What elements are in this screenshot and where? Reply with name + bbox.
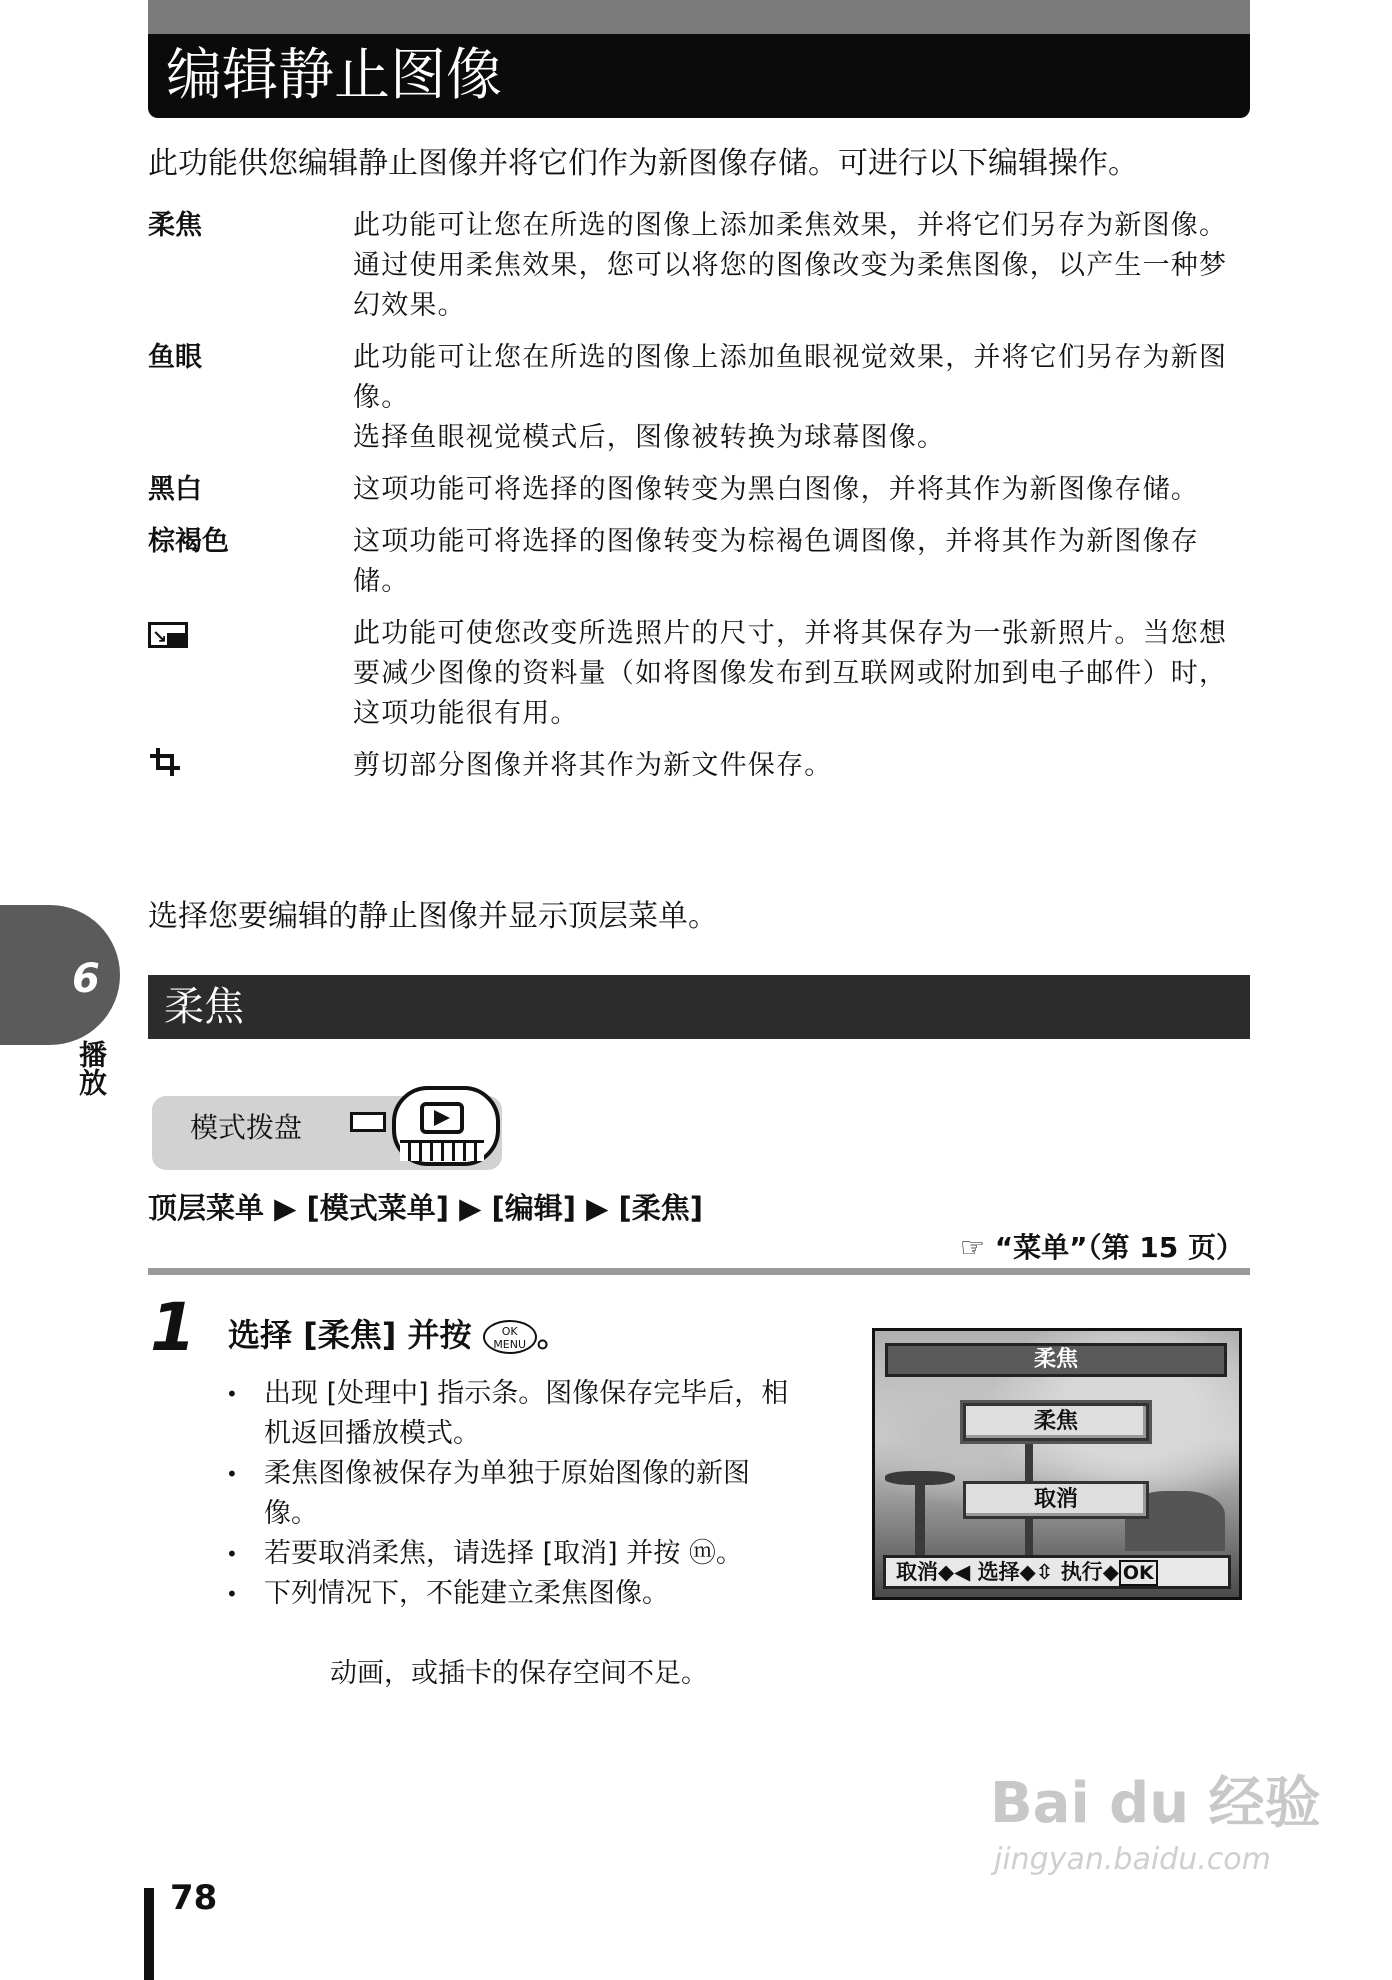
screen-footer: 取消◆◀ 选择◆⇳ 执行◆ OK — [883, 1555, 1231, 1589]
definition-text: 这项功能可将选择的图像转变为黑白图像，并将其作为新图像存储。 — [353, 474, 1199, 505]
definition-item — [148, 522, 1250, 602]
title-top-stripe — [148, 0, 1250, 34]
menu-path: 顶层菜单 ▶ [模式菜单] ▶ [编辑] ▶ [柔焦] — [148, 1191, 704, 1225]
mode-indicator-icon — [350, 1112, 386, 1132]
chapter-label: 播放 — [75, 1040, 108, 1096]
definition-item — [148, 338, 1250, 458]
note-detail: 动画，或插卡的保存空间不足。 — [330, 1658, 708, 1689]
reference-text: “菜单”（第 15 页） — [994, 1231, 1244, 1264]
note-item: • 出现 [处理中] 指示条。图像保存完毕后，相机返回播放模式。 — [224, 1374, 794, 1454]
instruction-text: 选择您要编辑的静止图像并显示顶层菜单。 — [148, 899, 718, 934]
definition-term: 鱼眼 — [148, 342, 202, 373]
note-item: • 柔焦图像被保存为单独于原始图像的新图像。 — [224, 1454, 794, 1534]
note-item: • 若要取消柔焦，请选择 [取消] 并按 ⓜ。 — [224, 1534, 794, 1574]
watermark-logo: Bai du 经验 — [990, 1771, 1321, 1836]
definition-item — [148, 614, 1250, 734]
chapter-tab — [0, 905, 120, 1045]
ok-menu-button-icon: OK MENU — [483, 1320, 537, 1354]
intro-paragraph: 此功能供您编辑静止图像并将它们作为新图像存储。可进行以下编辑操作。 — [148, 146, 1138, 181]
step-number: 1 — [150, 1289, 196, 1366]
definition-term: 柔焦 — [148, 210, 202, 241]
definition-item — [148, 746, 1250, 788]
definition-item — [148, 206, 1250, 326]
screen-option-soft-focus[interactable]: 柔焦 — [963, 1403, 1149, 1441]
definition-item — [148, 470, 1250, 510]
resize-icon — [148, 622, 188, 648]
page-edge-bar — [144, 1888, 154, 1980]
step-instruction: 选择 [柔焦] 并按 OK MENU 。 — [228, 1316, 569, 1354]
screen-title: 柔焦 — [885, 1343, 1227, 1377]
definition-text: 此功能可让您在所选的图像上添加柔焦效果，并将它们另存为新图像。 — [353, 210, 1228, 241]
definition-text: 此功能可使您改变所选照片的尺寸，并将其保存为一张新照片。当您想要减少图像的资料量（如将图像发布到互联网或附加到电子邮件）时，这项功能很有用。 — [353, 618, 1228, 729]
camera-screen — [872, 1328, 1242, 1600]
divider — [148, 1268, 1250, 1275]
definition-term: 棕褐色 — [148, 526, 229, 557]
reference-icon: ☞ — [959, 1231, 985, 1264]
page-reference — [960, 1226, 1244, 1270]
mode-dial-label: 模式拨盘 — [190, 1111, 303, 1144]
definition-term: 黑白 — [148, 474, 202, 505]
dial-teeth — [400, 1140, 484, 1161]
crop-icon — [148, 746, 182, 776]
section-title: 柔焦 — [148, 975, 1250, 1039]
definition-text: 通过使用柔焦效果，您可以将您的图像改变为柔焦图像，以产生一种梦幻效果。 — [353, 250, 1228, 321]
watermark-url: jingyan.baidu.com — [994, 1842, 1271, 1877]
step-notes — [224, 1374, 794, 1614]
definition-text: 剪切部分图像并将其作为新文件保存。 — [353, 750, 833, 781]
definition-text: 这项功能可将选择的图像转变为棕褐色调图像，并将其作为新图像存储。 — [353, 526, 1199, 597]
page-title: 编辑静止图像 — [148, 34, 1250, 118]
definition-list — [148, 206, 1250, 800]
definition-text: 此功能可让您在所选的图像上添加鱼眼视觉效果，并将它们另存为新图像。 — [353, 342, 1228, 413]
note-item: • 下列情况下，不能建立柔焦图像。 — [224, 1574, 794, 1614]
chapter-number: 6 — [72, 956, 100, 1002]
definition-text: 选择鱼眼视觉模式后，图像被转换为球幕图像。 — [353, 422, 946, 453]
screen-option-cancel[interactable]: 取消 — [963, 1481, 1149, 1519]
page-number: 78 — [170, 1878, 218, 1918]
